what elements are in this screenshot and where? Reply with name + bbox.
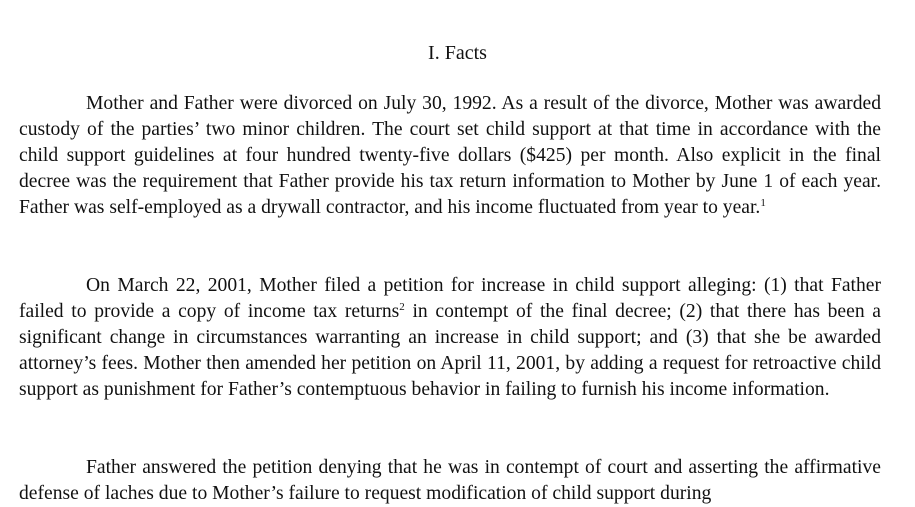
footnote-marker-1[interactable]: 1 <box>760 197 766 210</box>
paragraph-2-text-a: On March 22, 2001, Mother filed a petition for increase in child support alleging: (1) that Father failed to provide a copy of income tax returns <box>19 275 881 323</box>
footnote-marker-2[interactable]: 2 <box>399 301 405 314</box>
paragraph-1-text: Mother and Father were divorced on July 30, 1992. As a result of the divorce, Mother was awarded custody of the parties’ two minor children. The court set child support at that time in accordance with the child support guidelines at four hundred twenty-five dollars ($425) per month. Also explicit in the final decree was the requirement that Father provide his tax return information to Mother by June 1 of each year. Father was self-employed as a drywall contractor, and his income fluctuated from year to year. <box>19 93 881 219</box>
paragraph-3-text: Father answered the petition denying that he was in contempt of court and asserting the affirmative defense of laches due to Mother’s failure to request modification of child support during <box>19 457 881 505</box>
paragraph-2-text-b: in contempt of the final decree; (2) that there has been a significant change in circumstances warranting an increase in child support; and (3) that she be awarded attorney’s fees. Mother then amended her petition on April 11, 2001, by adding a request for retroactive child support as punishment for Father’s contemptuous behavior in failing to furnish his income information. <box>19 301 881 401</box>
paragraph-3 <box>19 455 881 507</box>
paragraph-1 <box>19 91 881 221</box>
section-heading: I. Facts <box>428 42 487 64</box>
paragraph-2 <box>19 273 881 403</box>
